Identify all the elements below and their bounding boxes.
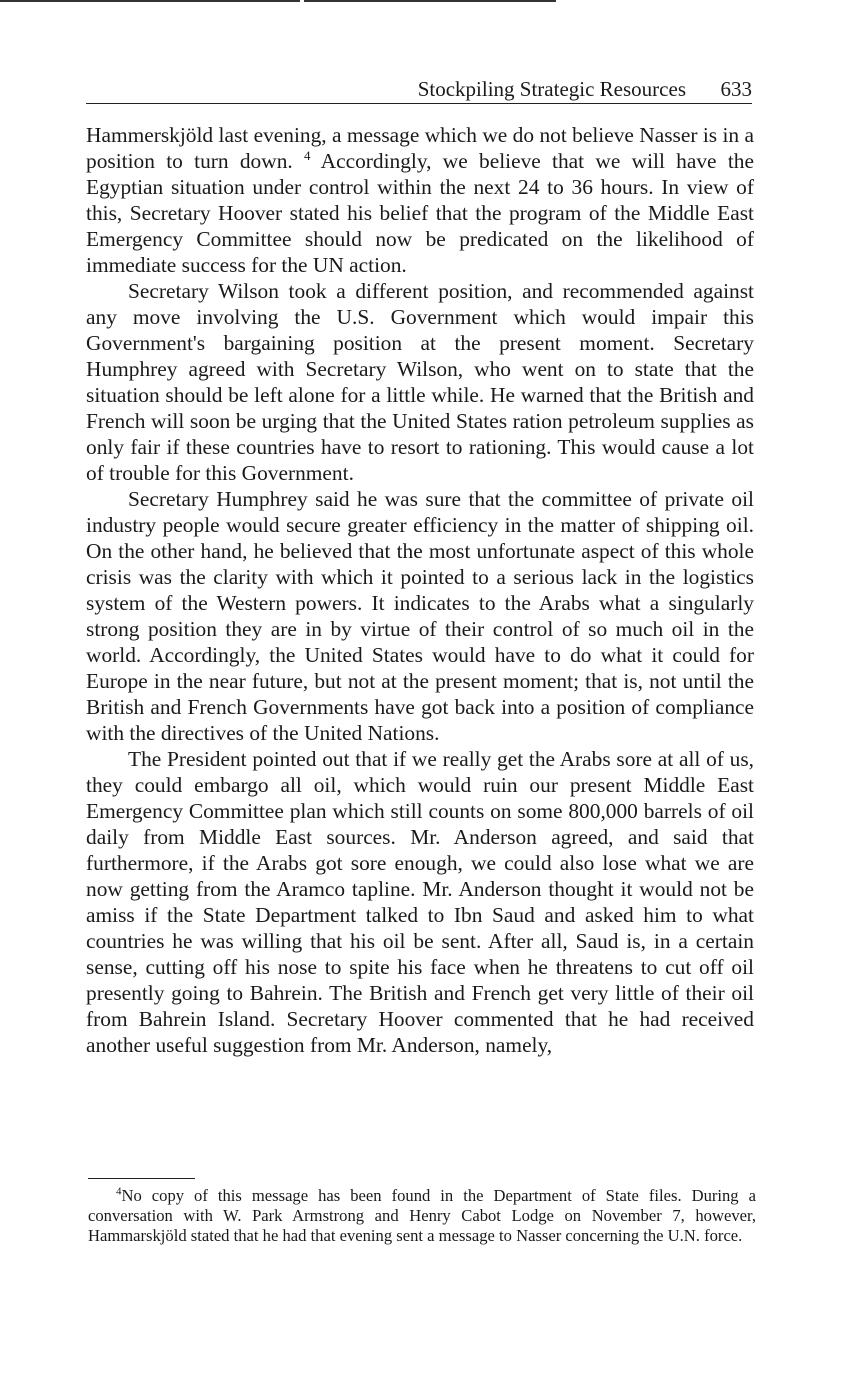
footnote [88, 1186, 756, 1246]
footnote-reference: 4 [304, 147, 311, 163]
paragraph-1-text-b: Accordingly, we believe that we will have the Egyptian situation under control within the next 24 to 36 hours. In view of this, Secretary Hoover stated his belief that the program of the Middle East Emergency Committee should now be predicated on the likelihood of immediate success for the UN action. [86, 149, 754, 277]
page-number: 633 [720, 77, 752, 101]
footnote-text: No copy of this message has been found in the Department of State files. During a conversation with W. Park Armstrong and Henry Cabot Lodge on November 7, however, Hammarskjöld stated that he had that evening sent a message to Nasser concerning the U.N. force. [88, 1186, 756, 1245]
paragraph-1-text-a: Hammerskjöld last evening, a message which we do not believe Nasser is in a position to turn down. [86, 123, 754, 173]
top-edge-rule-right [304, 0, 556, 2]
paragraph-1 [86, 122, 754, 278]
paragraph-3: Secretary Humphrey said he was sure that the committee of private oil industry people would secure greater efficiency in the matter of shipping oil. On the other hand, he believed that the most unfortunate aspect of this whole crisis was the clarity with which it pointed to a serious lack in the logistics system of the Western powers. It indicates to the Arabs what a singularly strong position they are in by virtue of their control of so much oil in the world. Accordingly, the United States would have to do what it could for Europe in the near future, but not at the present moment; that is, not until the British and French Governments have got back into a position of compliance with the directives of the United Nations. [86, 487, 754, 745]
paragraph-2: Secretary Wilson took a different position, and recommended against any move involving the U.S. Government which would impair this Government's bargaining position at the present moment. Secretary Humphrey agreed with Secretary Wilson, who went on to state that the situation should be left alone for a little while. He warned that the British and French will soon be urging that the United States ration petroleum supplies as only fair if these countries have to resort to rationing. This would cause a lot of trouble for this Government. [86, 279, 754, 485]
footnote-divider [88, 1178, 195, 1179]
body-text [86, 122, 754, 1058]
top-edge-rule-left [0, 0, 300, 2]
page-header [86, 76, 752, 104]
footnote-number: 4 [116, 1185, 122, 1198]
running-title: Stockpiling Strategic Resources [417, 77, 686, 101]
paragraph-4: The President pointed out that if we really get the Arabs sore at all of us, they could embargo all oil, which would ruin our present Middle East Emergency Committee plan which still counts on some 800,000 barrels of oil daily from Middle East sources. Mr. Anderson agreed, and said that furthermore, if the Arabs got sore enough, we could also lose what we are now getting from the Aramco tapline. Mr. Anderson thought it would not be amiss if the State Department talked to Ibn Saud and asked him to what countries he was willing that his oil be sent. After all, Saud is, in a certain sense, cutting off his nose to spite his face when he threatens to cut off oil presently going to Bahrein. The British and French get very little of their oil from Bahrein Island. Secretary Hoover commented that he had received another useful suggestion from Mr. Anderson, namely, [86, 747, 754, 1057]
